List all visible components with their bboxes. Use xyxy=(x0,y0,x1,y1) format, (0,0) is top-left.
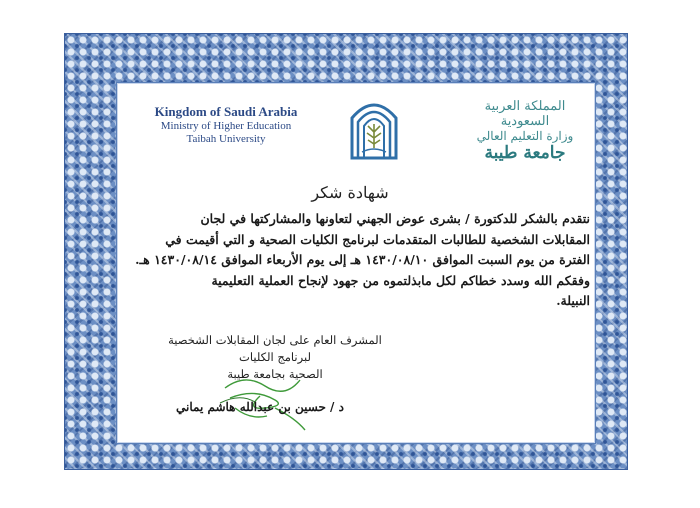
header-ar-line1: المملكة العربية السعودية xyxy=(484,99,566,129)
header-ar-line3: جامعة طيبة xyxy=(484,142,566,163)
body-line: الفترة من يوم السبت الموافق ١٤٣٠/٠٨/١٠ هـ إلى يوم الأربعاء الموافق ١٤٣٠/٠٨/١٤ هـ. xyxy=(135,252,590,267)
body-line: المقابلات الشخصية للطالبات المتقدمات لبرنامج الكليات الصحية و التي أقيمت في xyxy=(165,231,590,247)
body-line: النبيلة. xyxy=(556,293,590,308)
signer-role-line1: المشرف العام على لجان المقابلات الشخصية لبرنامج الكليات xyxy=(168,333,382,364)
taibah-university-logo xyxy=(348,98,400,160)
arabic-header xyxy=(460,100,590,163)
header-ar-line2: وزارة التعليم العالي xyxy=(476,128,574,143)
signer-role-line2: الصحية بجامعة طيبة xyxy=(227,367,323,381)
header-en-line2: Ministry of Higher Education xyxy=(160,119,292,132)
header-en-line1: Kingdom of Saudi Arabia xyxy=(154,104,298,119)
body-line: وفقكم الله وسدد خطاكم لكل مابذلتموه من جهود لإنجاح العملية التعليمية xyxy=(211,272,590,288)
english-header xyxy=(136,105,316,145)
certificate-text xyxy=(135,209,590,312)
header-en-line3: Taibah University xyxy=(186,132,266,145)
certificate-title: شهادة شكر xyxy=(311,183,389,202)
body-line: نتقدم بالشكر للدكتورة / بشرى عوض الجهني لتعاونها والمشاركتها في لجان xyxy=(200,211,590,226)
signer-name: د / حسين بن عبدالله هاشم يماني xyxy=(176,400,344,414)
